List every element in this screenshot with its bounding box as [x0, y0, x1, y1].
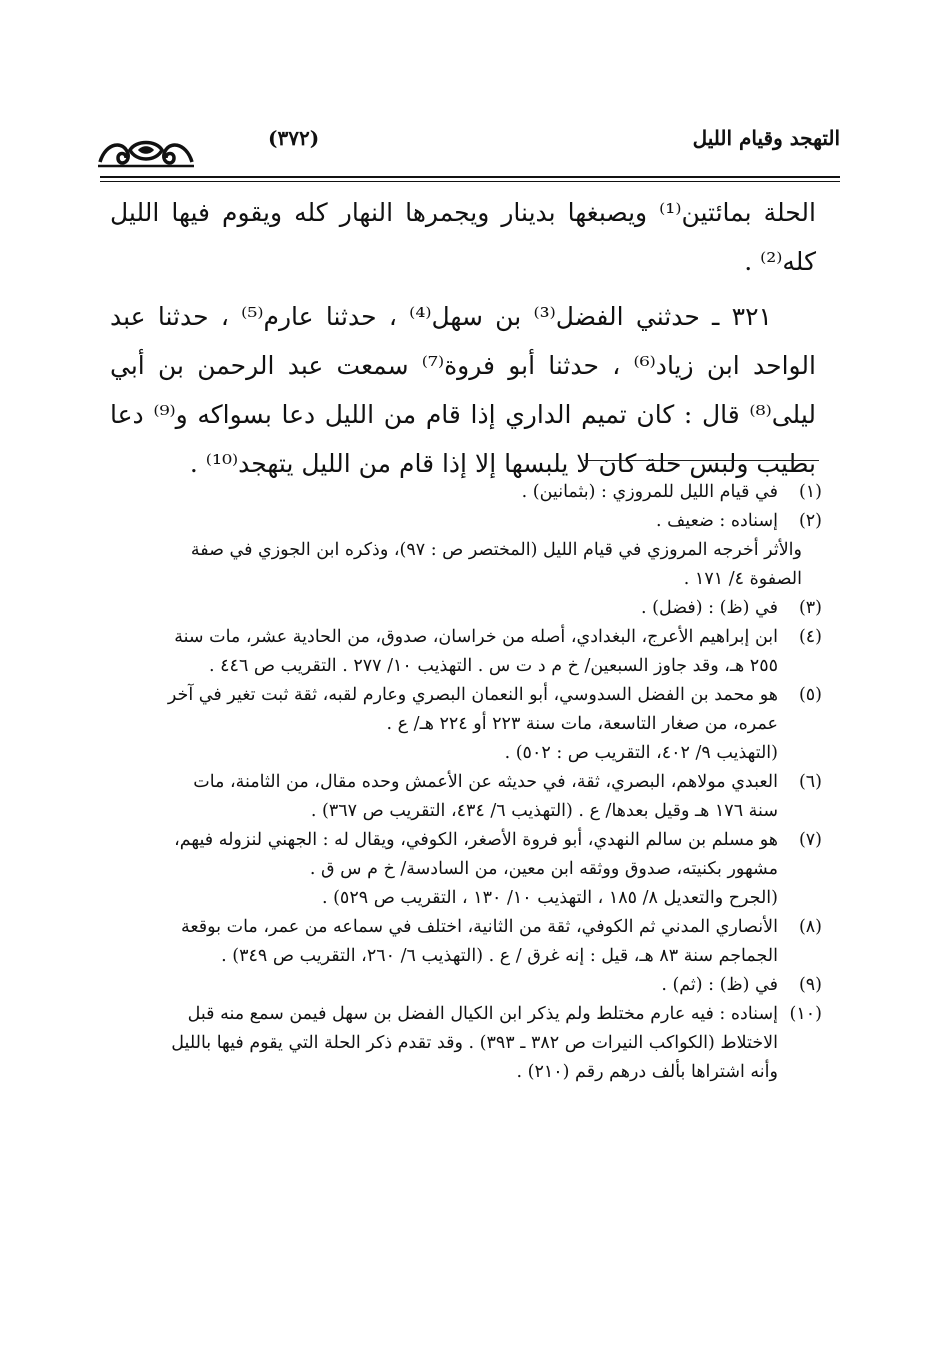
- footnote-line: في (ظ) : (ثم) .: [661, 975, 778, 995]
- footnote-line: هو محمد بن الفضل السدوسي، أبو النعمان البصري وعارم لقبه، ثقة ثبت تغير في آخر: [167, 685, 778, 705]
- footnote-4: [108, 623, 822, 681]
- footnote-number: (٩): [798, 975, 822, 995]
- footnote-line: الأنصاري المدني ثم الكوفي، ثقة من الثانية، اختلف في سماعه من عمر، مات بوقعة: [180, 917, 778, 937]
- footnote-line: هو مسلم بن سالم النهدي، أبو فروة الأصغر، الكوفي، ويقال له : الجهني لنزوله فيهم،: [174, 830, 778, 850]
- footnote-line: الجماجم سنة ٨٣ هـ، قيل : إنه غرق / ع . (التهذيب ٦/ ٢٦٠، التقريب ص ٣٤٩) .: [221, 946, 778, 966]
- footnote-line: وأنه اشتراها بألف درهم رقم (٢١٠) .: [516, 1062, 778, 1082]
- footnote-line: في (ظ) : (فضل) .: [641, 598, 778, 618]
- footnote-number: (٥): [798, 685, 822, 705]
- paragraph-321: ٣٢١ ـ حدثني الفضل⁽³⁾ بن سهل⁽⁴⁾ ، حدثنا عارم⁽⁵⁾ ، حدثنا عبد الواحد ابن زياد⁽⁶⁾ ، حدثنا أبو فروة⁽⁷⁾ سمعت عبد الرحمن بن أبي ليلى⁽⁸⁾ قال : كان تميم الداري إذا قام من الليل دعا بسواكه و⁽⁹⁾ دعا بطيب ولبس حلة كان لا يلبسها إلا إذا قام من الليل يتهجد⁽¹⁰⁾ .: [110, 302, 816, 478]
- footnote-7: [108, 826, 822, 913]
- footnote-1: [108, 478, 822, 507]
- page-number: (٣٧٢): [268, 126, 320, 150]
- footnote-6: [108, 768, 822, 826]
- footnote-line: مشهور بكنيته، صدوق ووثقه ابن معين، من السادسة/ خ م س ق .: [309, 859, 778, 879]
- footnote-line: الاختلاط (الكواكب النيرات ص ٣٨٢ ـ ٣٩٣) . وقد تقدم ذكر الحلة التي يقوم فيها بالليل: [171, 1033, 778, 1053]
- footnote-line: في قيام الليل للمروزي : (بثمانين) .: [521, 482, 778, 502]
- footnote-number: (٤): [798, 627, 822, 647]
- footnote-line: ابن إبراهيم الأعرج، البغدادي، أصله من خراسان، صدوق، من الحادية عشر، مات سنة: [174, 627, 778, 647]
- footnote-line: ٢٥٥ هـ، وقد جاوز السبعين/ خ م د ت س . التهذيب ١٠/ ٢٧٧ . التقريب ص ٤٤٦ .: [209, 656, 778, 676]
- paragraph-1: الحلة بمائتين⁽¹⁾ ويصبغها بدينار ويجمرها النهار كله ويقوم فيها الليل كله⁽²⁾ .: [110, 198, 816, 276]
- header-rule-thin: [100, 181, 840, 182]
- footnote-line: والأثر أخرجه المروزي في قيام الليل (المختصر ص : ٩٧)، وذكره ابن الجوزي في صفة: [190, 540, 802, 560]
- header-rule: [100, 176, 840, 178]
- footnote-number: (٦): [798, 772, 822, 792]
- ornament-icon: [96, 136, 196, 170]
- footnote-3: [108, 594, 822, 623]
- footnote-number: (٣): [798, 598, 822, 618]
- footnote-number: (٧): [798, 830, 822, 850]
- footnotes: [108, 478, 822, 1087]
- running-title: التهجد وقيام الليل: [692, 126, 840, 150]
- footnote-line: العبدي مولاهم، البصري، ثقة، في حديثه عن الأعمش وحده مقال، من الثامنة، مات: [193, 772, 778, 792]
- footnote-line: سنة ١٧٦ هـ وقيل بعدها/ ع . (التهذيب ٦/ ٤٣٤، التقريب ص ٣٦٧) .: [310, 801, 778, 821]
- footnote-line: عمره، من صغار التاسعة، مات سنة ٢٢٣ أو ٢٢٤ هـ/ ع .: [386, 714, 778, 734]
- footnote-number: (١): [798, 482, 822, 502]
- footnote-8: [108, 913, 822, 971]
- footnote-line: (التهذيب ٩/ ٤٠٢، التقريب ص : ٥٠٢) .: [504, 743, 778, 763]
- footnote-number: (٢): [798, 511, 822, 531]
- footnote-line: إسناده : ضعيف .: [656, 511, 778, 531]
- page-header: [100, 118, 840, 176]
- footnote-line: الصفوة ٤/ ١٧١ .: [683, 569, 802, 589]
- footnote-separator: [584, 460, 819, 461]
- footnote-line: (الجرح والتعديل ٨/ ١٨٥ ، التهذيب ١٠/ ١٣٠ ، التقريب ص ٥٢٩) .: [321, 888, 778, 908]
- footnote-2: [108, 507, 822, 594]
- main-text: [110, 188, 816, 488]
- footnote-number: (١٠): [789, 1004, 822, 1024]
- footnote-9: [108, 971, 822, 1000]
- footnote-number: (٨): [798, 917, 822, 937]
- footnote-10: [108, 1000, 822, 1087]
- footnote-5: [108, 681, 822, 768]
- footnote-line: إسناده : فيه عارم مختلط ولم يذكر ابن الكيال الفضل بن سهل فيمن سمع منه قبل: [187, 1004, 778, 1024]
